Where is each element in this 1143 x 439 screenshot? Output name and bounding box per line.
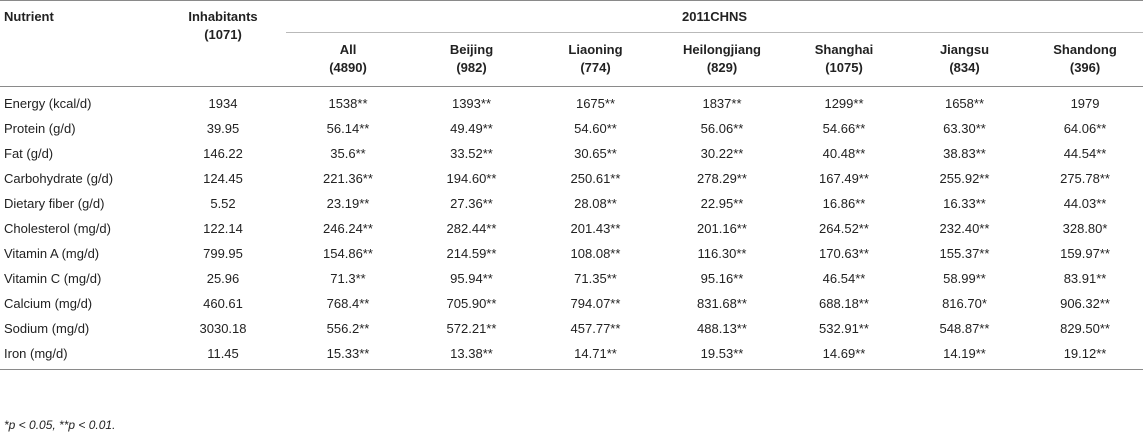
inhabitants-header <box>160 1 286 87</box>
column-header <box>410 33 533 87</box>
table-cell: 155.37** <box>939 246 990 261</box>
table-cell: 831.68** <box>697 296 747 311</box>
row-label: Protein (g/d) <box>4 121 76 136</box>
table-cell: 108.08** <box>570 246 621 261</box>
table-cell: 232.40** <box>939 221 990 236</box>
table-cell: 906.32** <box>1060 296 1110 311</box>
table-row <box>0 116 1143 141</box>
table-cell: 25.96 <box>206 271 240 286</box>
table-cell: 11.45 <box>160 341 286 370</box>
table-cell: 705.90** <box>446 296 497 311</box>
table-cell: 1837** <box>702 96 742 111</box>
table-cell: 159.97** <box>1060 246 1110 261</box>
column-name: Liaoning <box>568 42 623 57</box>
table-cell: 63.30** <box>943 121 986 136</box>
row-label: Vitamin C (mg/d) <box>4 271 102 286</box>
table-cell: 35.6** <box>330 146 366 161</box>
column-sample-size: (1075) <box>825 60 863 75</box>
row-label: Vitamin A (mg/d) <box>4 246 100 261</box>
table-cell: 768.4** <box>326 296 370 311</box>
table-cell: 278.29** <box>697 171 747 186</box>
table-cell: 46.54** <box>822 271 866 286</box>
table-cell: 246.24** <box>323 221 373 236</box>
column-header <box>533 33 658 87</box>
table-cell: 688.18** <box>819 296 869 311</box>
column-sample-size: (829) <box>706 60 738 75</box>
table-cell: 122.14 <box>203 221 243 236</box>
header-row-1 <box>0 1 1143 33</box>
column-sample-size: (834) <box>949 60 980 75</box>
table-cell: 124.45 <box>203 171 243 186</box>
row-label: Sodium (mg/d) <box>4 321 90 336</box>
row-label: Cholesterol (mg/d) <box>4 221 111 236</box>
column-header <box>902 33 1027 87</box>
table-cell: 38.83** <box>943 146 986 161</box>
table-cell: 1979 <box>1070 96 1100 111</box>
column-sample-size: (982) <box>456 60 487 75</box>
table-cell: 71.3** <box>330 271 366 286</box>
table-cell: 794.07** <box>570 296 621 311</box>
column-name: Heilongjiang <box>683 42 761 57</box>
table-row <box>0 291 1143 316</box>
column-header <box>786 33 902 87</box>
table-cell: 30.22** <box>700 146 744 161</box>
table-cell: 56.14** <box>326 121 370 136</box>
row-label: Carbohydrate (g/d) <box>4 171 114 186</box>
table-cell: 40.48** <box>822 146 866 161</box>
table-cell: 14.71** <box>533 341 658 370</box>
row-label: Energy (kcal/d) <box>4 96 92 111</box>
table-cell: 3030.18 <box>199 321 247 336</box>
table-cell: 556.2** <box>326 321 370 336</box>
table-cell: 44.54** <box>1063 146 1107 161</box>
table-cell: 83.91** <box>1063 271 1107 286</box>
table-cell: 64.06** <box>1063 121 1107 136</box>
table-cell: 214.59** <box>446 246 497 261</box>
table-cell: 282.44** <box>446 221 497 236</box>
table-cell: 95.16** <box>700 271 744 286</box>
column-sample-size: (774) <box>580 60 611 75</box>
table-body <box>0 87 1143 370</box>
table-cell: 201.43** <box>570 221 621 236</box>
inhabitants-label: Inhabitants <box>188 9 258 24</box>
column-header <box>1027 33 1143 87</box>
table-row <box>0 166 1143 191</box>
table-cell: 194.60** <box>446 171 497 186</box>
row-label: Calcium (mg/d) <box>4 296 93 311</box>
column-name: Jiangsu <box>939 42 990 57</box>
table-cell: 572.21** <box>446 321 497 336</box>
table-cell: 328.80* <box>1062 221 1108 236</box>
table-cell: 13.38** <box>410 341 533 370</box>
table-cell: 1658** <box>944 96 985 111</box>
row-label: Iron (mg/d) <box>0 341 160 370</box>
table-row <box>0 241 1143 266</box>
table-cell: 264.52** <box>819 221 869 236</box>
table-row <box>0 266 1143 291</box>
table-cell: 460.61 <box>203 296 243 311</box>
table-cell: 71.35** <box>574 271 617 286</box>
table-cell: 799.95 <box>203 246 243 261</box>
table-cell: 146.22 <box>203 146 243 161</box>
table-cell: 30.65** <box>574 146 617 161</box>
column-name: Shanghai <box>814 42 874 57</box>
table-cell: 28.08** <box>574 196 617 211</box>
table-cell: 1675** <box>575 96 616 111</box>
table-cell: 170.63** <box>819 246 869 261</box>
table-cell: 201.16** <box>697 221 747 236</box>
table-cell: 1299** <box>824 96 864 111</box>
table-cell: 58.99** <box>943 271 986 286</box>
column-name: Beijing <box>449 42 494 57</box>
table-cell: 22.95** <box>700 196 744 211</box>
table-cell: 255.92** <box>939 171 990 186</box>
table-cell: 19.12** <box>1027 341 1143 370</box>
table-cell: 829.50** <box>1060 321 1110 336</box>
table-cell: 221.36** <box>323 171 373 186</box>
table-cell: 548.87** <box>939 321 990 336</box>
table-cell: 116.30** <box>697 246 747 261</box>
table-cell: 457.77** <box>570 321 621 336</box>
table-cell: 5.52 <box>210 196 236 211</box>
column-sample-size: (396) <box>1069 60 1101 75</box>
column-sample-size: (4890) <box>329 60 367 75</box>
table-row <box>0 341 1143 370</box>
table-cell: 33.52** <box>450 146 493 161</box>
table-row <box>0 316 1143 341</box>
row-label: Fat (g/d) <box>4 146 54 161</box>
table-cell: 14.19** <box>902 341 1027 370</box>
table-cell: 816.70* <box>942 296 987 311</box>
column-header <box>658 33 786 87</box>
inhabitants-n: (1071) <box>204 27 242 42</box>
table-cell: 95.94** <box>450 271 493 286</box>
table-cell: 1538** <box>328 96 368 111</box>
column-name: All <box>339 42 357 57</box>
table-cell: 275.78** <box>1060 171 1110 186</box>
table-cell: 54.66** <box>822 121 866 136</box>
table-cell: 54.60** <box>574 121 617 136</box>
table-cell: 19.53** <box>658 341 786 370</box>
column-header <box>286 33 410 87</box>
table-row <box>0 216 1143 241</box>
table-row <box>0 191 1143 216</box>
table-cell: 532.91** <box>819 321 869 336</box>
table-cell: 56.06** <box>700 121 744 136</box>
table-cell: 14.69** <box>786 341 902 370</box>
table-cell: 44.03** <box>1063 196 1107 211</box>
table-cell: 250.61** <box>570 171 621 186</box>
table-cell: 154.86** <box>323 246 373 261</box>
table-cell: 167.49** <box>819 171 869 186</box>
table-cell: 1393** <box>451 96 492 111</box>
column-name: Shandong <box>1053 42 1117 57</box>
table-cell: 27.36** <box>450 196 493 211</box>
table-cell: 49.49** <box>450 121 493 136</box>
group-header: 2011CHNS <box>286 1 1143 33</box>
table-row <box>0 141 1143 166</box>
table-cell: 16.33** <box>943 196 986 211</box>
table-cell: 1934 <box>208 96 238 111</box>
footnote: *p < 0.05, **p < 0.01. <box>4 418 116 432</box>
table-row <box>0 87 1143 117</box>
table-cell: 15.33** <box>286 341 410 370</box>
table-cell: 23.19** <box>326 196 370 211</box>
table-cell: 488.13** <box>697 321 747 336</box>
row-label: Dietary fiber (g/d) <box>4 196 105 211</box>
table-cell: 39.95 <box>206 121 240 136</box>
table-cell: 16.86** <box>822 196 866 211</box>
nutrient-header: Nutrient <box>0 1 160 87</box>
